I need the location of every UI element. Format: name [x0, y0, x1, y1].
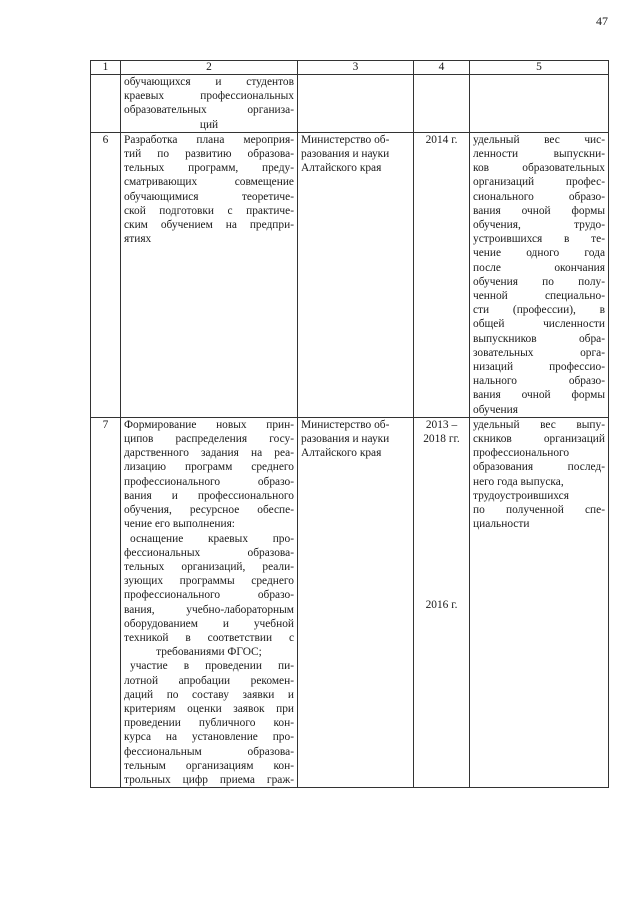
text-line: вания, учебно-лабораторным [124, 603, 294, 616]
text-line: ципов распределения госу- [124, 433, 294, 446]
text-line: низаций профессио- [473, 361, 605, 374]
indicator-cell [470, 75, 609, 133]
text-line: вания очной формы [473, 389, 605, 402]
plan-table [90, 60, 609, 788]
text-line: организаций профес- [473, 176, 605, 189]
header-cell: 4 [414, 61, 470, 75]
text-line: удельный вес чис- [473, 133, 605, 146]
executor-cell [298, 417, 414, 787]
text-line: 2013 – [425, 418, 458, 431]
task-cell [121, 132, 298, 417]
executor-cell [298, 75, 414, 133]
text-line: чение одного года [473, 247, 605, 260]
header-cell: 1 [91, 61, 121, 75]
text-line: образования послед- [473, 461, 605, 474]
text-line: фессиональных образова- [124, 546, 294, 559]
text-line: профессионального [473, 447, 570, 460]
text-line: после окончания [473, 261, 605, 274]
text-line: критериям оценки заявок при [124, 702, 294, 715]
text-line: чение его выполнения: [124, 518, 235, 531]
text-line: курса на установление про- [124, 731, 294, 744]
text-line: Алтайского края [301, 447, 382, 460]
text-line: фессиональным образова- [124, 745, 294, 758]
text-line: 2018 гг. [423, 433, 460, 446]
indicator-cell [470, 132, 609, 417]
text-line: требованиями ФГОС; [156, 646, 262, 659]
text-line: 2016 г. [425, 599, 458, 612]
text-line: разования и науки [301, 433, 390, 446]
text-line: сти (профессии), в [473, 304, 605, 317]
header-cell: 5 [470, 61, 609, 75]
text-line: зующих программы среднего [124, 575, 294, 588]
text-line: Разработка плана мероприя- [124, 133, 294, 146]
text-line: вания и профессионального [124, 489, 294, 502]
text-line: техникой в соответствии с [124, 631, 294, 644]
header-row [91, 61, 609, 75]
text-line: проведении публичного кон- [124, 717, 294, 730]
text-line: обучения, ресурсное обеспе- [124, 504, 294, 517]
text-line: скников организаций [473, 433, 605, 446]
text-line: общей численности [473, 318, 605, 331]
text-line: ским обучением на предпри- [124, 219, 294, 232]
term-cell [414, 75, 470, 133]
indicator-cell [470, 417, 609, 787]
text-line: по полученной спе- [473, 504, 605, 517]
text-line: обучающимися теоретиче- [124, 190, 294, 203]
text-line: лизацию программ среднего [124, 461, 294, 474]
text-line: Формирование новых прин- [124, 418, 294, 431]
text-line: образовательных организа- [124, 104, 294, 117]
text-line: тельных программ, преду- [124, 162, 294, 175]
table-row [91, 132, 609, 417]
text-line: тельным организациям кон- [124, 759, 294, 772]
text-line: тий по развитию образова- [124, 148, 294, 161]
text-line: ленности выпускни- [473, 148, 605, 161]
text-line: тельных организаций, реали- [124, 560, 294, 573]
text-line: ций [199, 118, 219, 131]
text-line: профессионального образо- [124, 475, 294, 488]
text-line: краевых профессиональных [124, 90, 294, 103]
text-line: обучения [473, 403, 518, 416]
text-line: даций по составу заявки и [124, 688, 294, 701]
row-number: 7 [91, 417, 121, 787]
text-line: ятиях [124, 233, 152, 246]
row-number [91, 75, 121, 133]
text-line: Министерство об- [301, 418, 390, 431]
text-line: нального образо- [473, 375, 605, 388]
text-line: разования и науки [301, 148, 390, 161]
text-line: ской подготовки с практиче- [124, 204, 294, 217]
text-line: трольных цифр приема граж- [124, 773, 294, 786]
term-cell [414, 417, 470, 787]
text-line: выпускников обра- [473, 332, 605, 345]
task-cell [121, 417, 298, 787]
text-line: дарственного задания на реа- [124, 447, 294, 460]
page-number: 47 [596, 14, 608, 28]
text-line: обучающихся и студентов [124, 76, 294, 88]
text-line: сионального образо- [473, 190, 605, 203]
text-line: циальности [473, 518, 530, 531]
text-line: него года выпуска, [473, 475, 564, 488]
text-line: лотной апробации рекомен- [124, 674, 294, 687]
text-line: обучения, трудо- [473, 219, 605, 232]
text-line: обучения по полу- [473, 275, 605, 288]
text-line: участие в проведении пи- [130, 660, 294, 673]
text-line: вания очной формы [473, 204, 605, 217]
table-row [91, 75, 609, 133]
text-line: трудоустроившихся [473, 489, 569, 502]
term-cell: 2014 г. [414, 132, 470, 417]
text-line: сматривающих совмещение [124, 176, 294, 189]
text-line: ченной специально- [473, 290, 605, 303]
text-line: зовательных орга- [473, 346, 605, 359]
text-line: профессионального образо- [124, 589, 294, 602]
table-row [91, 417, 609, 787]
text-line: Министерство об- [301, 133, 390, 146]
text-line: ков образовательных [473, 162, 605, 175]
task-cell [121, 75, 298, 133]
text-line: оборудованием и учебной [124, 617, 294, 630]
text-line: устроившихся в те- [473, 233, 605, 246]
text-line: Алтайского края [301, 162, 382, 175]
header-cell: 2 [121, 61, 298, 75]
header-cell: 3 [298, 61, 414, 75]
executor-cell [298, 132, 414, 417]
text-line: оснащение краевых про- [130, 532, 294, 545]
row-number: 6 [91, 132, 121, 417]
text-line: удельный вес выпу- [473, 418, 605, 431]
